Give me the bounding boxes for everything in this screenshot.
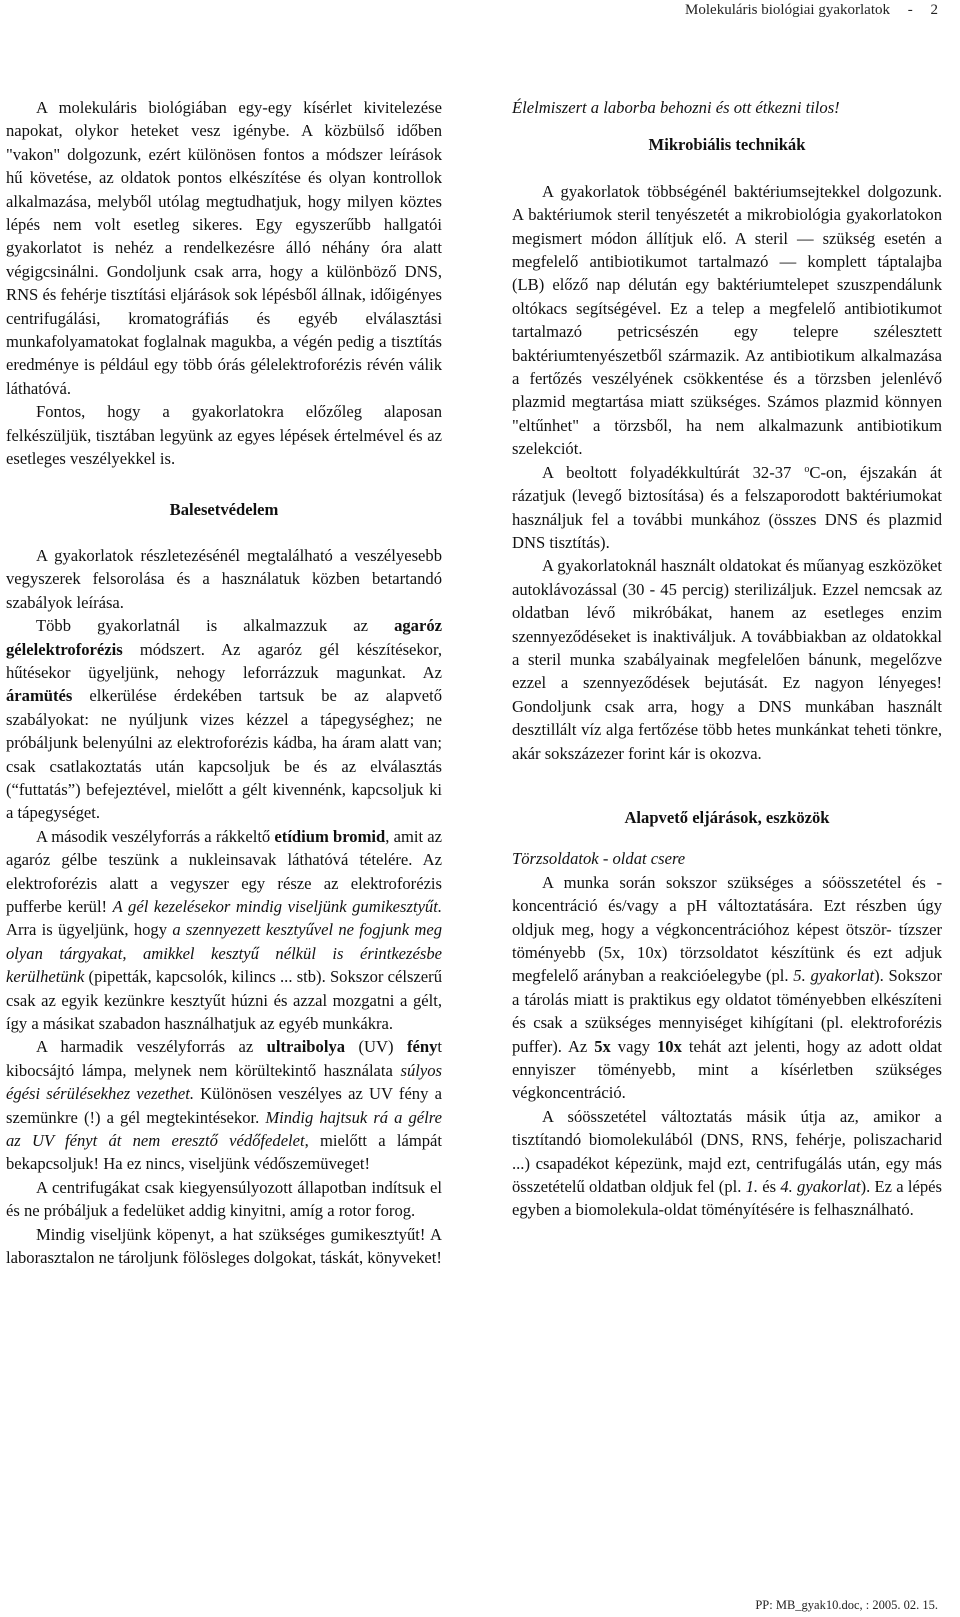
right-column — [512, 96, 942, 1222]
page-header — [685, 2, 938, 19]
uv-paragraph: A harmadik veszélyforrás az ultraibolya (UV) fényt kibocsájtó lámpa, melynek nem körültekintő használata súlyos égési sérülésekhez vezethet. Különösen veszélyes az UV fény a szemünkre (!) a gél megtekintésekor. Mindig hajtsuk rá a gélre az UV fényt át nem eresztő védőfedelet, mielőtt a lámpát bekapcsoljuk! Ha ez nincs, viseljünk védőszemüveget! — [6, 1037, 442, 1174]
bacteria-paragraph: A gyakorlatok többségénél baktériumsejtekkel dolgozunk. A baktériumok steril tenyészetét a mikrobiológia gyakorlatokon megismert módon állítjuk elő. A steril — szükség esetén a megfelelő antibiotikumot tartalmazó — komplett táptalajba (LB) előző nap délután egy baktériumtelepet szuszpendálunk oltókacs segítségével. Ez a telep a megfelelő antibiotikumot tartalmazó petricsészén egy telepre szélesztett baktériumtenyészetből származik. Az antibiotikum alkalmazása a fertőzés veszélyének csökkentése és a törzsben jelenlévő plazmid megtartása miatt szükséges. Számos plazmid könnyen "eltűnhet" a törzsből, ha nem alkalmazunk antibiotikum szelekciót. — [512, 181, 942, 459]
stock-solutions-subheading: Törzsoldatok - oldat csere — [512, 849, 686, 869]
header-title: Molekuláris biológiai gyakorlatok — [685, 2, 890, 18]
electrophoresis-paragraph: Több gyakorlatnál is alkalmazzuk az agaróz gélelektroforézis módszert. Az agaróz gél készítésekor, hűtésekor ügyeljünk, nehogy leforrázzuk magunkat. Az áramütés elkerülése érdekében tartsuk be az alapvető szabályokat: ne nyúljunk vizes kézzel a tápegységhez; ne próbáljunk belenyúlni az elektroforézis kádba, ha áram alatt van; csak csatlakoztatás után kapcsoljuk be és az elválasztás (“futtatás”) befejeztével, mielőtt a gélt kivennénk, kapcsoljuk ki a tápegységet. — [6, 616, 442, 823]
page-number: 2 — [930, 2, 938, 18]
preparation-paragraph: Fontos, hogy a gyakorlatokra előzőleg alaposan felkészüljük, tisztában legyünk az egyes lépések értelmével és az esetleges veszélyekkel is. — [6, 402, 442, 469]
chemicals-paragraph: A gyakorlatok részletezésénél megtalálható a veszélyesebb vegyszerek felsorolása és a használatuk közben betartandó szabályok leírása. — [6, 545, 442, 612]
intro-paragraph: A molekuláris biológiában egy-egy kísérlet kivitelezése napokat, olykor heteket vesz igénybe. A közbülső időben "vakon" dolgozunk, ezért különösen fontos a módszer leírások hű követése, az oldatok pontos elkészítése és olyan kontrollok alkalmazása, melyből utólag megtudhatjuk, hogy milyen köztes lépés nem volt esetleg sikeres. Egy egyszerűbb hallgatói gyakorlatot is nehéz a rendelkezésre álló néhány óra alatt végigcsinálni. Gondoljunk csak arra, hogy a különböző DNS, RNS és fehérje tisztítási eljárások sok lépésből állnak, időigényes centrifugálási, kromatográfiás és egyéb elválasztási munkafolyamatokat foglalnak magukba, a végén pedig a tisztítás eredménye is például egy több órás gélelektroforézis révén válik láthatóvá. — [6, 98, 442, 398]
microbial-heading: Mikrobiális technikák — [648, 135, 806, 155]
basic-procedures-heading: Alapvető eljárások, eszközök — [624, 807, 830, 827]
stock-solutions-paragraph: A munka során sokszor szükséges a sóösszetétel és -koncentráció és/vagy a pH változtatására. Ezt részben úgy oldjuk meg, hogy a végkoncentrációhoz képest ötször- tízszer töményebb (5x, 10x) törzsoldatot készítünk és ezt adjuk megfelelő arányban a reakcióelegybe (pl. 5. gyakorlat). Sokszor a tárolás miatt is praktikus egy oldatot töményebben elkészíteni és csak a szükséges mennyiséget kihígítani (pl. elektroforézis puffer). Az 5x vagy 10x tehát azt jelenti, hogy az adott oldat ennyiszer töményebb, mint a kísérletben szükséges végkoncentráció. — [512, 872, 942, 1103]
left-column — [6, 96, 442, 1270]
header-separator: - — [907, 2, 913, 18]
safety-heading: Balesetvédelem — [169, 499, 279, 519]
centrifuge-paragraph: A centrifugákat csak kiegyensúlyozott állapotban indítsuk el és ne próbáljuk a fedelüket addig kinyitni, amíg a rotor forog. — [6, 1177, 442, 1221]
precipitation-paragraph: A sóösszetétel változtatás másik útja az, amikor a tisztítandó biomolekulából (DNS, RNS, fehérje, poliszacharid ...) csapadékot képezünk, majd ezt, centrifugálás után, egy más összetételű oldatban oldjuk fel (pl. 1. és 4. gyakorlat). Ez a lépés egyben a biomolekula-oldat töményítésére is felhasználható. — [512, 1106, 942, 1220]
ethidium-paragraph: A második veszélyforrás a rákkeltő etídium bromid, amit az agaróz gélbe teszünk a nukleinsavak láthatóvá tételére. Az elektroforézis alatt a vegyszer egy része az elektroforézis pufferbe kerül! A gél kezelésekor mindig viseljünk gumikesztyűt. Arra is ügyeljünk, hogy a szennyezett kesztyűvel ne fogjunk meg olyan tárgyakat, amikkel kesztyű nélkül is érintkezésbe kerülhetünk (pipetták, kapcsolók, kilincs ... stb). Sokszor célszerű csak az egyik kezünkre kesztyűt húzni és azzal mozgatni a gélt, így a másikat szabadon használhatjuk az egyéb munkákra. — [6, 826, 443, 1034]
food-warning: Élelmiszert a laborba behozni és ott étkezni tilos! — [512, 98, 840, 117]
page-footer: PP: MB_gyak10.doc, : 2005. 02. 15. — [755, 1598, 938, 1612]
autoclave-paragraph: A gyakorlatoknál használt oldatokat és műanyag eszközöket autoklávozással (30 - 45 percig) sterilizáljuk. Ezzel nemcsak az oldatban lévő mikróbákat, hanem az esetleges enzim szennyeződéseket is inaktiváljuk. A továbbiakban az oldatokkal a steril munka szabályainak megfelelően bánunk, megelőzve ezzel a szennyeződések bejutását. Ez nagyon lényeges! Gondoljunk csak arra, hogy a DNS munkában használt desztillált víz alga fertőzése több hetes munkánkat teheti tönkre, akár sokszázezer forint kár is okozva. — [512, 556, 942, 763]
labcoat-paragraph: Mindig viseljünk köpenyt, a hat szükséges gumikesztyűt! A laborasztalon ne tároljunk fölösleges dolgokat, táskát, könyveket! — [6, 1224, 442, 1268]
culture-paragraph: A beoltott folyadékkultúrát 32-37 $^o$C-on, éjszakán át rázatjuk (levegő biztosítása) és a felszaporodott baktériumokat használjuk fel a további munkához (összes DNS és plazmid DNS tisztítás). — [512, 462, 942, 552]
